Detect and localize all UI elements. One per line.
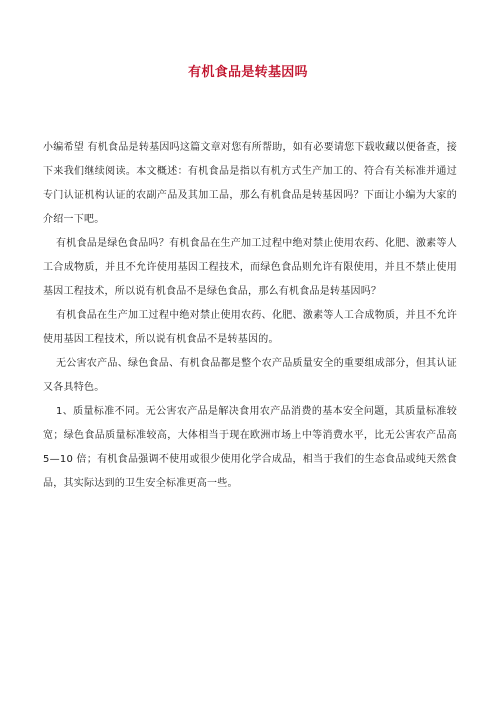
paragraph-certification: 无公害农产品、绿色食品、有机食品都是整个农产品质量安全的重要组成部分，但其认证又各具特色。 (43, 358, 457, 393)
document-body (43, 136, 457, 496)
paragraph-not-gmo: 有机食品在生产加工过程中绝对禁止使用农药、化肥、激素等人工合成物质，并且不允许使用基因工程技术，所以说有机食品不是转基因的。 (43, 310, 457, 345)
paragraph-quality-standard: 1、质量标准不同。无公害农产品是解决食用农产品消费的基本安全问题，其质量标准较宽；绿色食品质量标准较高，大体相当于现在欧洲市场上中等消费水平，比无公害农产品高 5—10 倍；有机食品强调不使用或很少使用化学合成品，相当于我们的生态食品或纯天然食品，其实际达到的卫生安全标准更高一些。 (43, 406, 457, 489)
paragraph-green-food: 有机食品是绿色食品吗？有机食品在生产加工过程中绝对禁止使用农药、化肥、激素等人工合成物质，并且不允许使用基因工程技术，而绿色食品则允许有限使用，并且不禁止使用基因工程技术，所以说有机食品不是绿色食品，那么有机食品是转基因吗？ (43, 238, 457, 297)
document-title: 有机食品是转基因吗 (188, 65, 308, 80)
paragraph-intro: 小编希望 有机食品是转基因吗这篇文章对您有所帮助，如有必要请您下载收藏以便备查，接下来我们继续阅读。本文概述：有机食品是指以有机方式生产加工的、符合有关标准并通过专门认证机构认证的农副产品及其加工品，那么有机食品是转基因吗？下面让小编为大家的介绍一下吧。 (43, 142, 457, 225)
